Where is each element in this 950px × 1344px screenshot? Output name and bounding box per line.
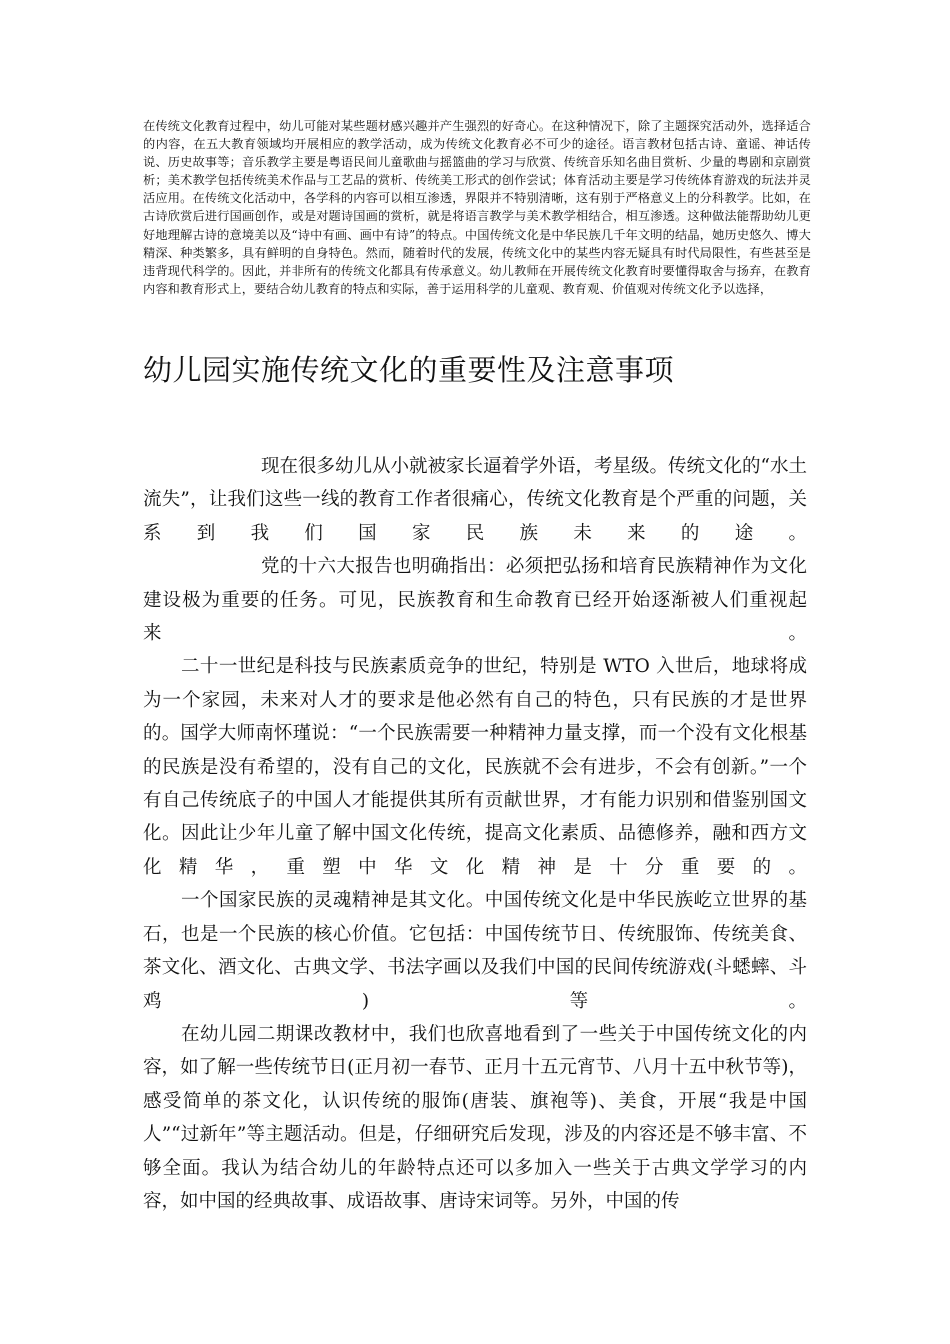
article-body: [143, 450, 807, 1218]
paragraph: 二十一世纪是科技与民族素质竞争的世纪，特别是 WTO 入世后，地球将成为一个家园，未来对人才的要求是他必然有自己的特色，只有民族的才是世界的。国学大师南怀瑾说：“一个民族需要一种精神力量支撑，而一个没有文化根基的民族是没有希望的，没有自己的文化，民族就不会有进步，不会有创新。”一个有自己传统底子的中国人才能提供其所有贡献世界，才有能力识别和借鉴别国文化。因此让少年儿童了解中国文化传统，提高文化素质、品德修养，融和西方文化精华，重塑中华文化精神是十分重要的。: [143, 656, 807, 878]
article-title: 幼儿园实施传统文化的重要性及注意事项: [143, 353, 675, 387]
abstract-text: 在传统文化教育过程中，幼儿可能对某些题材感兴趣并产生强烈的好奇心。在这种情况下，除了主题探究活动外，选择适合的内容，在五大教育领域均开展相应的教学活动，成为传统文化教育必不可少的途径。语言教材包括古诗、童谣、神话传说、历史故事等；音乐教学主要是粤语民间儿童歌曲与摇篮曲的学习与欣赏、传统音乐知名曲目赏析、少量的粤剧和京剧赏析；美术教学包括传统美术作品与工艺品的赏析、传统美工形式的创作尝试；体育活动主要是学习传统体育游戏的玩法并灵活应用。在传统文化活动中，各学科的内容可以相互渗透，界限并不特别清晰，这有别于严格意义上的分科教学。比如，在古诗欣赏后进行国画创作，或是对题诗国画的赏析，就是将语言教学与美术教学相结合，相互渗透。这种做法能帮助幼儿更好地理解古诗的意境美以及“诗中有画、画中有诗”的特点。中国传统文化是中华民族几千年文明的结晶，她历史悠久、博大精深、种类繁多，具有鲜明的自身特色。然而，随着时代的发展，传统文化中的某些内容无疑具有时代局限性，有些甚至是违背现代科学的。因此，并非所有的传统文化都具有传承意义。幼儿教师在开展传统文化教育时要懂得取舍与扬弃，在教育内容和教育形式上，要结合幼儿教育的特点和实际，善于运用科学的儿童观、教育观、价值观对传统文化予以选择，: [143, 119, 811, 296]
paragraph: 一个国家民族的灵魂精神是其文化。中国传统文化是中华民族屹立世界的基石，也是一个民族的核心价值。它包括：中国传统节日、传统服饰、传统美食、茶文化、酒文化、古典文学、书法字画以及我们中国的民间传统游戏(斗蟋蟀、斗鸡)等。: [143, 890, 807, 1012]
paragraph: 现在很多幼儿从小就被家长逼着学外语，考星级。传统文化的“水土流失”，让我们这些一线的教育工作者很痛心，传统文化教育是个严重的问题，关系到我们国家民族未来的途。: [143, 456, 807, 544]
paragraph: 党的十六大报告也明确指出：必须把弘扬和培育民族精神作为文化建设极为重要的任务。可见，民族教育和生命教育已经开始逐渐被人们重视起来。: [143, 556, 807, 645]
paragraph: 在幼儿园二期课改教材中，我们也欣喜地看到了一些关于中国传统文化的内容，如了解一些传统节日(正月初一春节、正月十五元宵节、八月十五中秋节等)，感受简单的茶文化，认识传统的服饰(唐装、旗袍等)、美食，开展“我是中国人”“过新年”等主题活动。但是，仔细研究后发现，涉及的内容还是不够丰富、不够全面。我认为结合幼儿的年龄特点还可以多加入一些关于古典文学学习的内容，如中国的经典故事、成语故事、唐诗宋词等。另外，中国的传: [143, 1023, 807, 1212]
